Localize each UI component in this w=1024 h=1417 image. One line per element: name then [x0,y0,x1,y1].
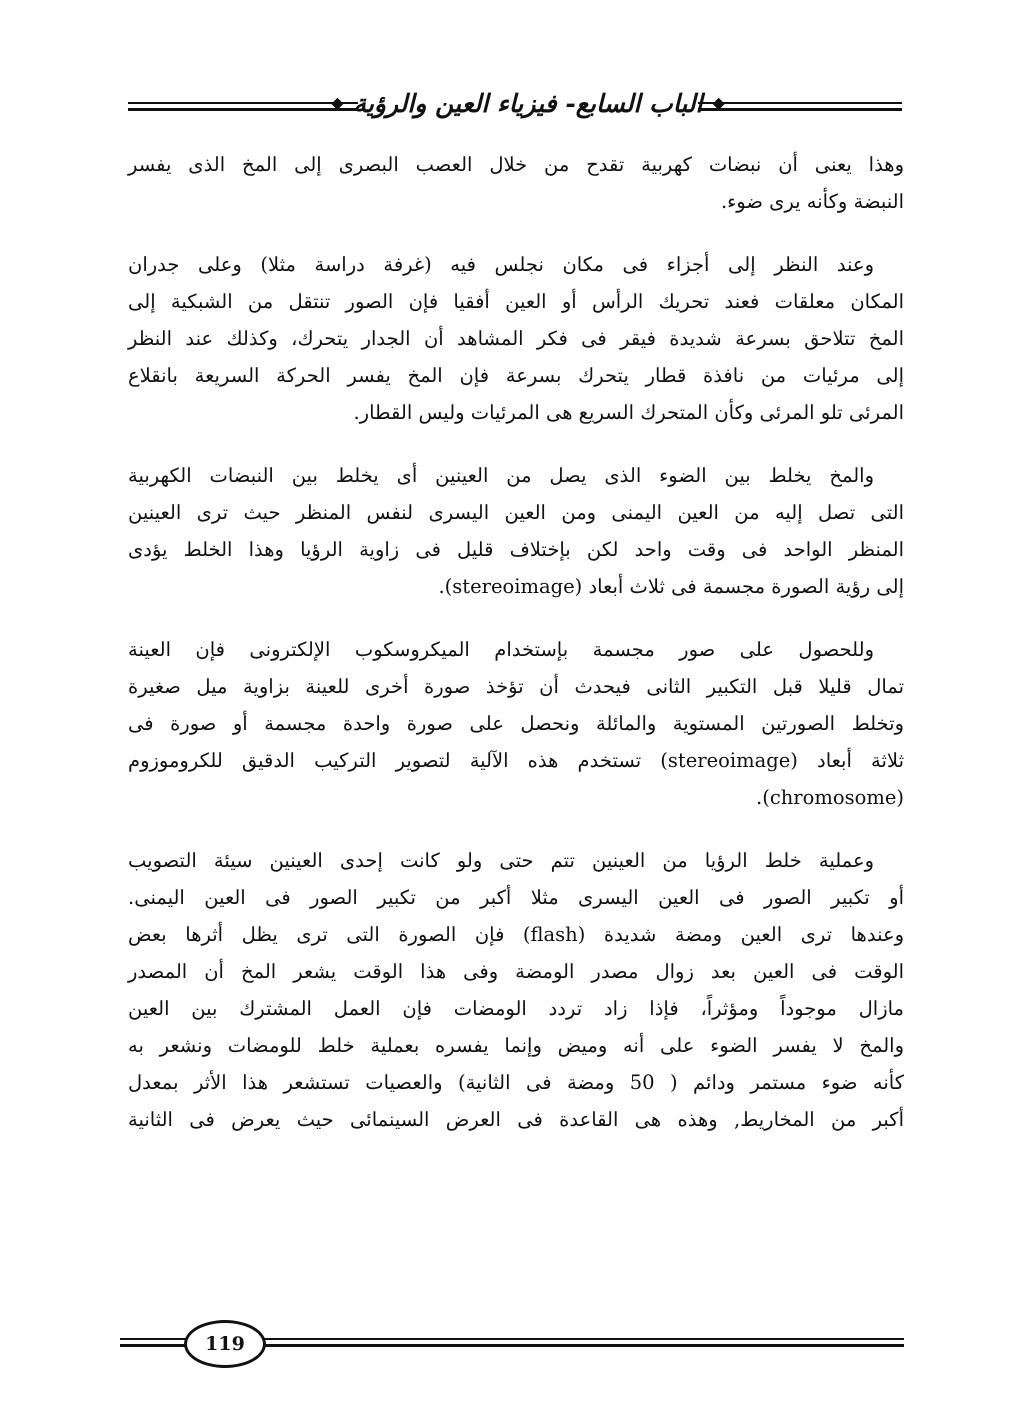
text-line: وللحصول على صور مجسمة بإستخدام الميكروسكوب الإلكترونى فإن العينة [128,638,874,661]
text-line: وعند النظر إلى أجزاء فى مكان نجلس فيه (غرفة دراسة مثلا) وعلى جدران [128,253,874,276]
text-line: النبضة وكأنه يرى ضوء. [720,190,904,213]
page-header [128,78,902,128]
text-line: ثلاثة أبعاد (stereoimage) تستخدم هذه الآلية لتصوير التركيب الدقيق للكروموزوم [128,749,904,772]
text-line: المكان معلقات فعند تحريك الرأس أو العين أفقيا فإن الصور تنتقل من الشبكية إلى [128,290,904,313]
diamond-ornament-icon: ◆ [712,93,725,112]
text-line: التى تصل إليه من العين اليمنى ومن العين اليسرى لنفس المنظر حيث ترى العينين [128,501,904,524]
text-line: وعملية خلط الرؤيا من العينين تتم حتى ولو كانت إحدى العينين سيئة التصويب [128,849,874,872]
text-line: وعندها ترى العين ومضة شديدة (flash) فإن الصورة التى ترى يظل أثرها بعض [128,923,905,946]
text-line: والمخ يخلط بين الضوء الذى يصل من العينين أى يخلط بين النبضات الكهربية [128,464,874,487]
diamond-ornament-icon: ◆ [331,93,344,112]
text-line: إلى رؤية الصورة مجسمة فى ثلاث أبعاد (stereoimage). [438,575,904,598]
text-line: تمال قليلا قبل التكبير الثانى فيحدث أن تؤخذ صورة أخرى للعينة بزاوية ميل صغيرة [128,675,904,698]
paragraph-5 [128,842,904,1138]
text-line: وهذا يعنى أن نبضات كهربية تقدح من خلال العصب البصرى إلى المخ الذى يفسر [128,153,904,176]
text-line: مازال موجوداً ومؤثراً، فإذا زاد تردد الومضات فإن العمل المشترك بين العين [128,997,904,1020]
page-body [128,146,904,1308]
chapter-title: الباب السابع- فيزياء العين والرؤية [353,88,703,118]
paragraph-4 [128,631,904,816]
paragraph-3 [128,457,904,605]
text-line: المخ تتلاحق بسرعة شديدة فيقر فى فكر المشاهد أن الجدار يتحرك، وكذلك عند النظر [128,327,904,350]
paragraph-1 [128,146,904,220]
text-line: والمخ لا يفسر الضوء على أنه وميض وإنما يفسره بعملية خلط للومضات ونشعر به [128,1034,904,1057]
text-line: المرئى تلو المرئى وكأن المتحرك السريع هى المرئيات وليس القطار. [353,401,904,424]
header-title-box [331,78,725,128]
text-line: أو تكبير الصور فى العين اليسرى مثلا أكبر من تكبير الصور فى العين اليمنى. [128,886,904,909]
page-footer [120,1318,904,1368]
text-line: وتخلط الصورتين المستوية والمائلة ونحصل على صورة واحدة مجسمة أو صورة فى [128,712,904,735]
text-line: كأنه ضوء مستمر ودائم ( 50 ومضة فى الثانية) والعصيات تستشعر هذا الأثر بمعدل [128,1071,904,1094]
text-line: الوقت فى العين بعد زوال مصدر الومضة وفى هذا الوقت يشعر المخ أن المصدر [128,960,904,983]
text-line: أكبر من المخاريط, وهذه هى القاعدة فى العرض السينمائى حيث يعرض فى الثانية [128,1108,904,1131]
page-number: 119 [184,1320,266,1368]
text-line: إلى مرئيات من نافذة قطار يتحرك بسرعة فإن المخ يفسر الحركة السريعة بانقلاع [128,364,904,387]
text-line: (chromosome). [756,786,904,809]
text-line: المنظر الواحد فى وقت واحد لكن بإختلاف قليل فى زاوية الرؤيا وهذا الخلط يؤدى [128,538,904,561]
paragraph-2 [128,246,904,431]
